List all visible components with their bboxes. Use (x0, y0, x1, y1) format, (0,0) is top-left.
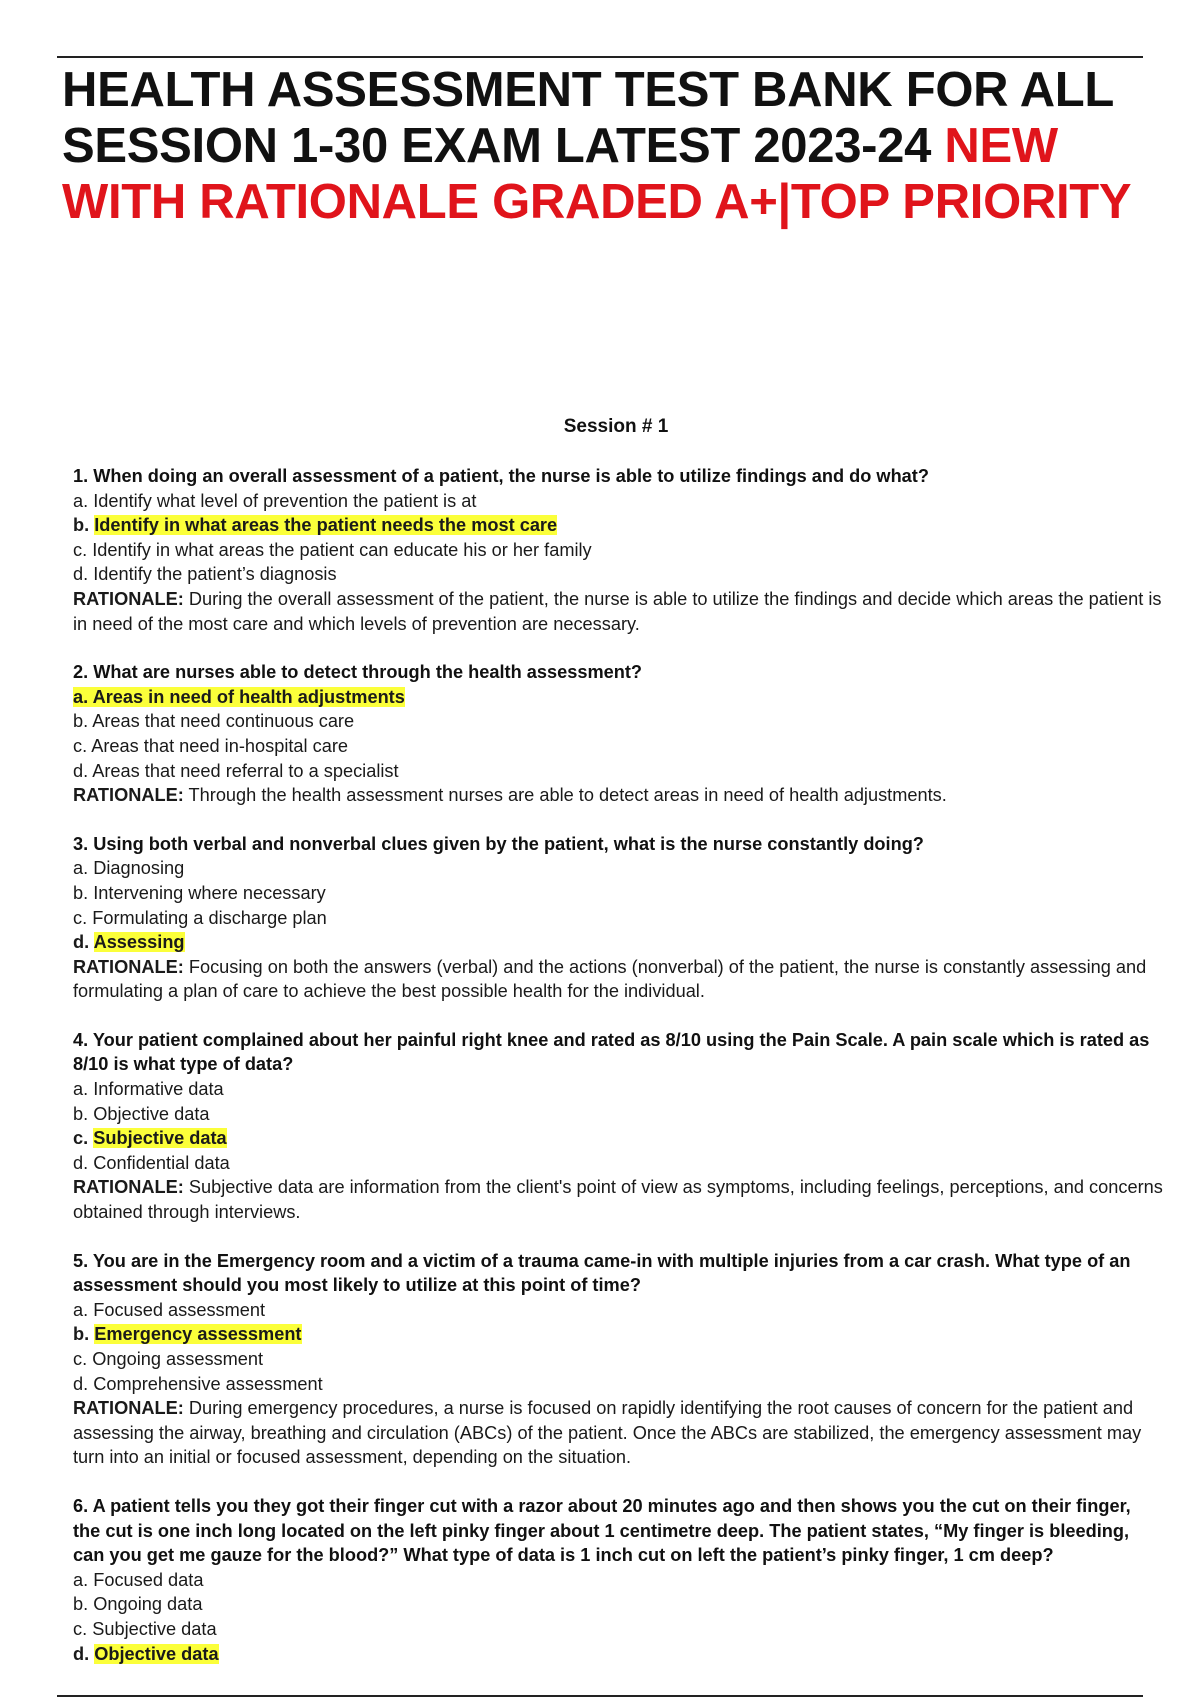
answer-option: d. Identify the patient’s diagnosis (73, 564, 337, 585)
question-item (73, 660, 1163, 808)
rationale-label: RATIONALE: (73, 785, 184, 806)
rationale (73, 783, 1163, 808)
title-red-part: NEW WITH RATIONALE GRADED A+|TOP PRIORITY (62, 119, 1132, 229)
answer-option: a. Focused data (73, 1569, 204, 1590)
answer-highlight: Subjective data (93, 1128, 227, 1149)
answer-highlight: Identify in what areas the patient needs the most care (94, 515, 558, 536)
rationale-text: During the overall assessment of the patient, the nurse is able to utilize the findings and decide which areas the patient is in need of the most care and which levels of prevention are necessary. (73, 588, 1162, 634)
question-list (73, 464, 1163, 1690)
correct-answer-option: c. Subjective data (73, 1128, 227, 1149)
correct-answer-option (73, 685, 1163, 710)
answer-option: d. Comprehensive assessment (73, 1373, 323, 1394)
title-black-part: HEALTH ASSESSMENT TEST BANK FOR ALL SESSION 1-30 EXAM LATEST 2023-24 (62, 63, 1114, 173)
answer-option: b. Ongoing data (73, 1594, 203, 1615)
rationale-text: Focusing on both the answers (verbal) and the actions (nonverbal) of the patient, the nurse is constantly assessing and formulating a plan of care to achieve the best possible health for the individual. (73, 956, 1147, 1002)
question-text: 5. You are in the Emergency room and a victim of a trauma came-in with multiple injuries from a car crash. What type of an assessment should you most likely to utilize at this point of time? (73, 1250, 1131, 1296)
rationale-label: RATIONALE: (73, 956, 184, 977)
answer-option: c. Identify in what areas the patient can educate his or her family (73, 539, 592, 560)
correct-answer-option: b. Identify in what areas the patient needs the most care (73, 515, 558, 536)
question-text: 1. When doing an overall assessment of a patient, the nurse is able to utilize findings and do what? (73, 466, 929, 486)
rationale (73, 955, 1163, 1004)
answer-option: d. Areas that need referral to a specialist (73, 760, 399, 781)
answer-option: b. Objective data (73, 1103, 210, 1124)
answer-option: c. Subjective data (73, 1618, 217, 1639)
question-item (73, 832, 1163, 1004)
correct-answer-option: d. Objective data (73, 1643, 219, 1664)
question-text: 6. A patient tells you they got their finger cut with a razor about 20 minutes ago and then shows you the cut on their finger, the cut is one inch long located on the left pinky finger about 1 centimetre deep. The patient states, “My finger is bleeding, can you get me gauze for the blood?” What type of data is 1 inch cut on left the patient’s pinky finger, 1 cm deep? (73, 1495, 1131, 1566)
answer-highlight: a. Areas in need of health adjustments (73, 686, 405, 707)
document-title (62, 62, 1162, 230)
answer-option: d. Confidential data (73, 1152, 230, 1173)
answer-option: c. Ongoing assessment (73, 1349, 264, 1369)
answer-highlight: Objective data (94, 1643, 219, 1664)
answer-option: c. Formulating a discharge plan (73, 907, 327, 928)
question-text: 2. What are nurses able to detect through the health assessment? (73, 662, 643, 683)
question-item (73, 464, 1163, 636)
answer-option: c. Areas that need in-hospital care (73, 735, 349, 756)
rationale (73, 1175, 1163, 1224)
bottom-rule (57, 1695, 1143, 1697)
answer-option: a. Diagnosing (73, 858, 185, 879)
answer-option: a. Identify what level of prevention the patient is at (73, 490, 477, 511)
rationale-label: RATIONALE: (73, 1177, 184, 1198)
answer-highlight: Emergency assessment (94, 1324, 302, 1345)
session-heading: Session # 1 (563, 416, 669, 437)
answer-option: a. Focused assessment (73, 1299, 266, 1320)
rationale (73, 587, 1163, 636)
answer-option: a. Informative data (73, 1079, 224, 1100)
question-text: 4. Your patient complained about her painful right knee and rated as 8/10 using the Pain Scale. A pain scale which is rated as 8/10 is what type of data? (73, 1029, 1150, 1075)
question-item (73, 1028, 1163, 1225)
question-text: 3. Using both verbal and nonverbal clues given by the patient, what is the nurse constantly doing? (73, 833, 924, 854)
answer-highlight: Assessing (93, 932, 185, 953)
rationale-text: During emergency procedures, a nurse is focused on rapidly identifying the root causes of concern for the patient and assessing the airway, breathing and circulation (ABCs) of the patient. Once the ABCs are stabilized, the emergency assessment may turn into an initial or focused assessment, depending on the situation. (73, 1398, 1142, 1468)
rationale-text: Subjective data are information from the client's point of view as symptoms, including feelings, perceptions, and concerns obtained through interviews. (73, 1177, 1163, 1223)
rationale (73, 1396, 1163, 1470)
answer-option: b. Areas that need continuous care (73, 711, 355, 732)
rationale-text: Through the health assessment nurses are able to detect areas in need of health adjustments. (188, 785, 947, 806)
rationale-label: RATIONALE: (73, 1398, 184, 1419)
question-item (73, 1494, 1163, 1666)
correct-answer-option: d. Assessing (73, 932, 185, 953)
question-item (73, 1249, 1163, 1470)
rationale-label: RATIONALE: (73, 588, 184, 609)
answer-option: b. Intervening where necessary (73, 882, 326, 903)
top-rule (57, 56, 1143, 58)
correct-answer-option: b. Emergency assessment (73, 1324, 302, 1345)
